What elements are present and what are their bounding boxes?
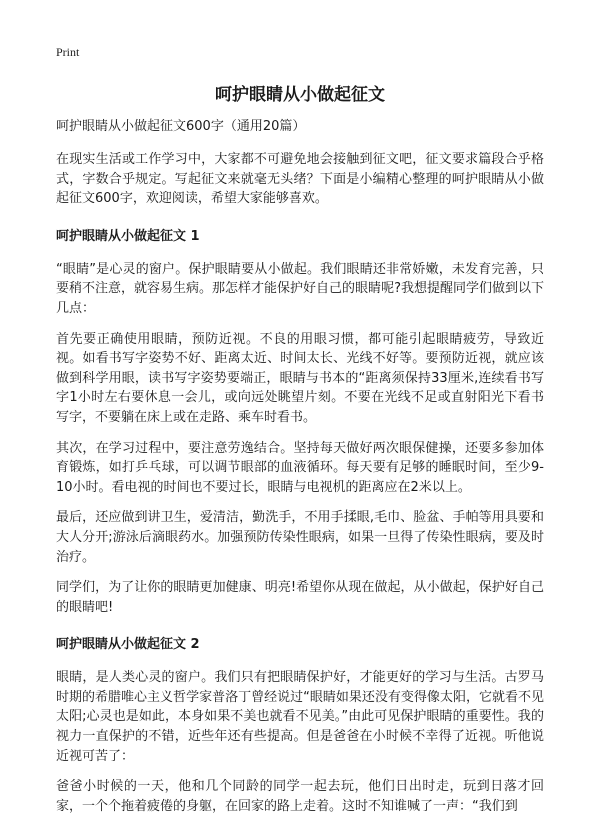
section-heading-1: 呵护眼睛从小做起征文 1 (56, 228, 200, 244)
section-2-paragraph: 眼睛，是人类心灵的窗户。我们只有把眼睛保护好，才能更好的学习与生活。古罗马时期的希腊唯心主义哲学家普洛丁曾经说过“眼睛如果还没有变得像太阳，它就看不见太阳;心灵也是如此，本身如果不美也就看不见美。”由此可见保护眼睛的重要性。我的视力一直保护的不错，近些年还有些提高。但是爸爸在小时候不幸得了近视。听他说近视可苦了： (56, 670, 544, 764)
print-link[interactable]: Print (56, 45, 80, 59)
article-body (56, 118, 544, 827)
intro-paragraph: 在现实生活或工作学习中，大家都不可避免地会接触到征文吧，征文要求篇段合乎格式，字数合乎规定。写起征文来就毫无头绪？下面是小编精心整理的呵护眼睛从小做起征文600字，欢迎阅读，希望大家能够喜欢。 (56, 152, 544, 207)
article-subtitle: 呵护眼睛从小做起征文600字（通用20篇） (56, 119, 306, 134)
section-1-paragraph: 同学们，为了让你的眼睛更加健康、明亮!希望你从现在做起，从小做起，保护好自己的眼睛吧! (56, 580, 544, 615)
section-1-paragraph: “眼睛”是心灵的窗户。保护眼睛要从小做起。我们眼睛还非常娇嫩，未发育完善，只要稍不注意，就容易生病。那怎样才能保护好自己的眼睛呢?我想提醒同学们做到以下几点： (56, 261, 544, 316)
page-title: 呵护眼睛从小做起征文 (215, 85, 385, 105)
section-heading-2: 呵护眼睛从小做起征文 2 (56, 637, 200, 653)
section-1-paragraph: 其次，在学习过程中，要注意劳逸结合。坚持每天做好两次眼保健操，还要多参加体育锻炼，如打乒乓球，可以调节眼部的血液循环。每天要有足够的睡眠时间，至少9-10小时。看电视的时间也不要过长，眼睛与电视机的距离应在2米以上。 (56, 440, 544, 495)
section-1-paragraph: 首先要正确使用眼睛，预防近视。不良的用眼习惯，都可能引起眼睛疲劳，导致近视。如看书写字姿势不好、距离太近、时间太长、光线不好等。要预防近视，就应该做到科学用眼，读书写字姿势要端正，眼睛与书本的“距离须保持33厘米,连续看书写字1小时左右要休息一会儿，或向远处眺望片刻。不要在光线不足或直射阳光下看书写字，不要躺在床上或在走路、乘车时看书。 (56, 331, 544, 425)
section-1-paragraph: 最后，还应做到讲卫生，爱清洁，勤洗手，不用手揉眼,毛巾、脸盆、手帕等用具要和大人分开;游泳后滴眼药水。加强预防传染性眼病，如果一旦得了传染性眼病，要及时治疗。 (56, 510, 544, 565)
section-2-paragraph: 爸爸小时候的一天，他和几个同龄的同学一起去玩，他们日出时走，玩到日落才回家，一个个拖着疲倦的身躯，在回家的路上走着。这时不知谁喊了一声：“我们到 (56, 779, 544, 814)
